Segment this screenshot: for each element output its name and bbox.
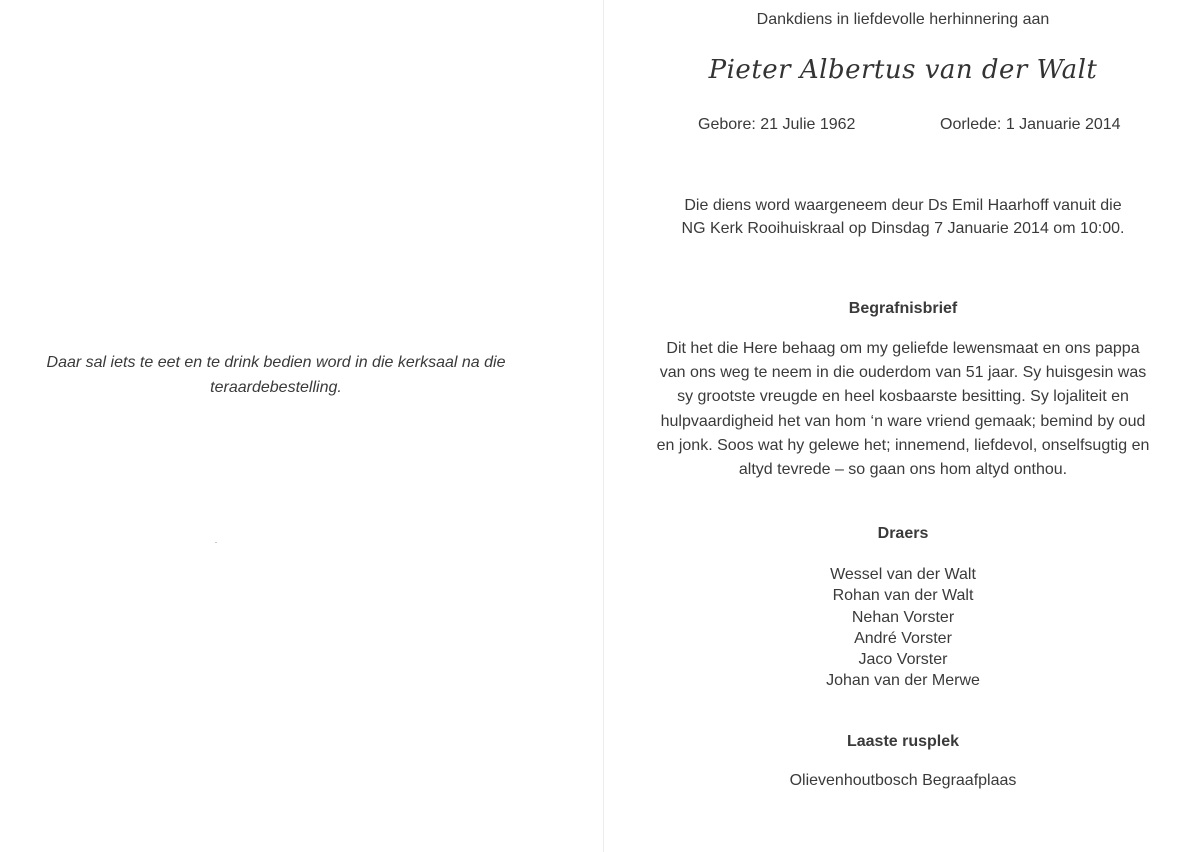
rest-heading: Laaste rusplek xyxy=(846,733,960,750)
paper-speck xyxy=(215,542,217,543)
bearer-name: André Vorster xyxy=(854,629,952,647)
bearer-name: Rohan van der Walt xyxy=(832,587,974,605)
reception-note: Daar sal iets te eet en te drink bedien word in die kerksaal na die teraardebestelling. xyxy=(46,354,506,396)
bearer-name: Wessel van der Walt xyxy=(830,566,976,583)
death-date: Oorlede: 1 Januarie 2014 xyxy=(940,116,1121,133)
service-line-2: NG Kerk Rooihuiskraal op Dinsdag 7 Januarie 2014 om 10:00. xyxy=(681,220,1125,237)
rest-place: Olievenhoutbosch Begraafplaas xyxy=(789,772,1017,789)
letter-heading: Begrafnisbrief xyxy=(848,300,958,317)
letter-text: Dit het die Here behaag om my geliefde lewensmaat en ons pappa van ons weg te neem in die ouderdom van 51 jaar. Sy huisgesin was sy grootste vreugde en heel kosbaarste besitting. Sy lojaliteit en hulpvaardigheid het van hom ‘n ware vriend gemaak; bemind by oud en jonk. Soos wat hy gelewe het; innemend, liefdevol, onselfsugtig en altyd tevrede – so gaan ons hom altyd onthou. xyxy=(656,340,1150,479)
birth-date: Gebore: 21 Julie 1962 xyxy=(698,116,856,133)
page-fold-line xyxy=(603,0,604,852)
intro-text: Dankdiens in liefdevolle herhinnering aan xyxy=(756,11,1050,28)
bearers-heading: Draers xyxy=(877,525,929,542)
bearer-name: Nehan Vorster xyxy=(851,608,955,626)
deceased-name: Pieter Albertus van der Walt xyxy=(708,55,1098,85)
bearer-name: Johan van der Merwe xyxy=(826,672,980,690)
right-page xyxy=(606,0,1200,852)
bearers-list xyxy=(606,564,1200,692)
bearer-name: Jaco Vorster xyxy=(858,651,948,669)
service-details xyxy=(606,194,1200,240)
service-line-1: Die diens word waargeneem deur Ds Emil Haarhoff vanuit die xyxy=(684,197,1122,214)
